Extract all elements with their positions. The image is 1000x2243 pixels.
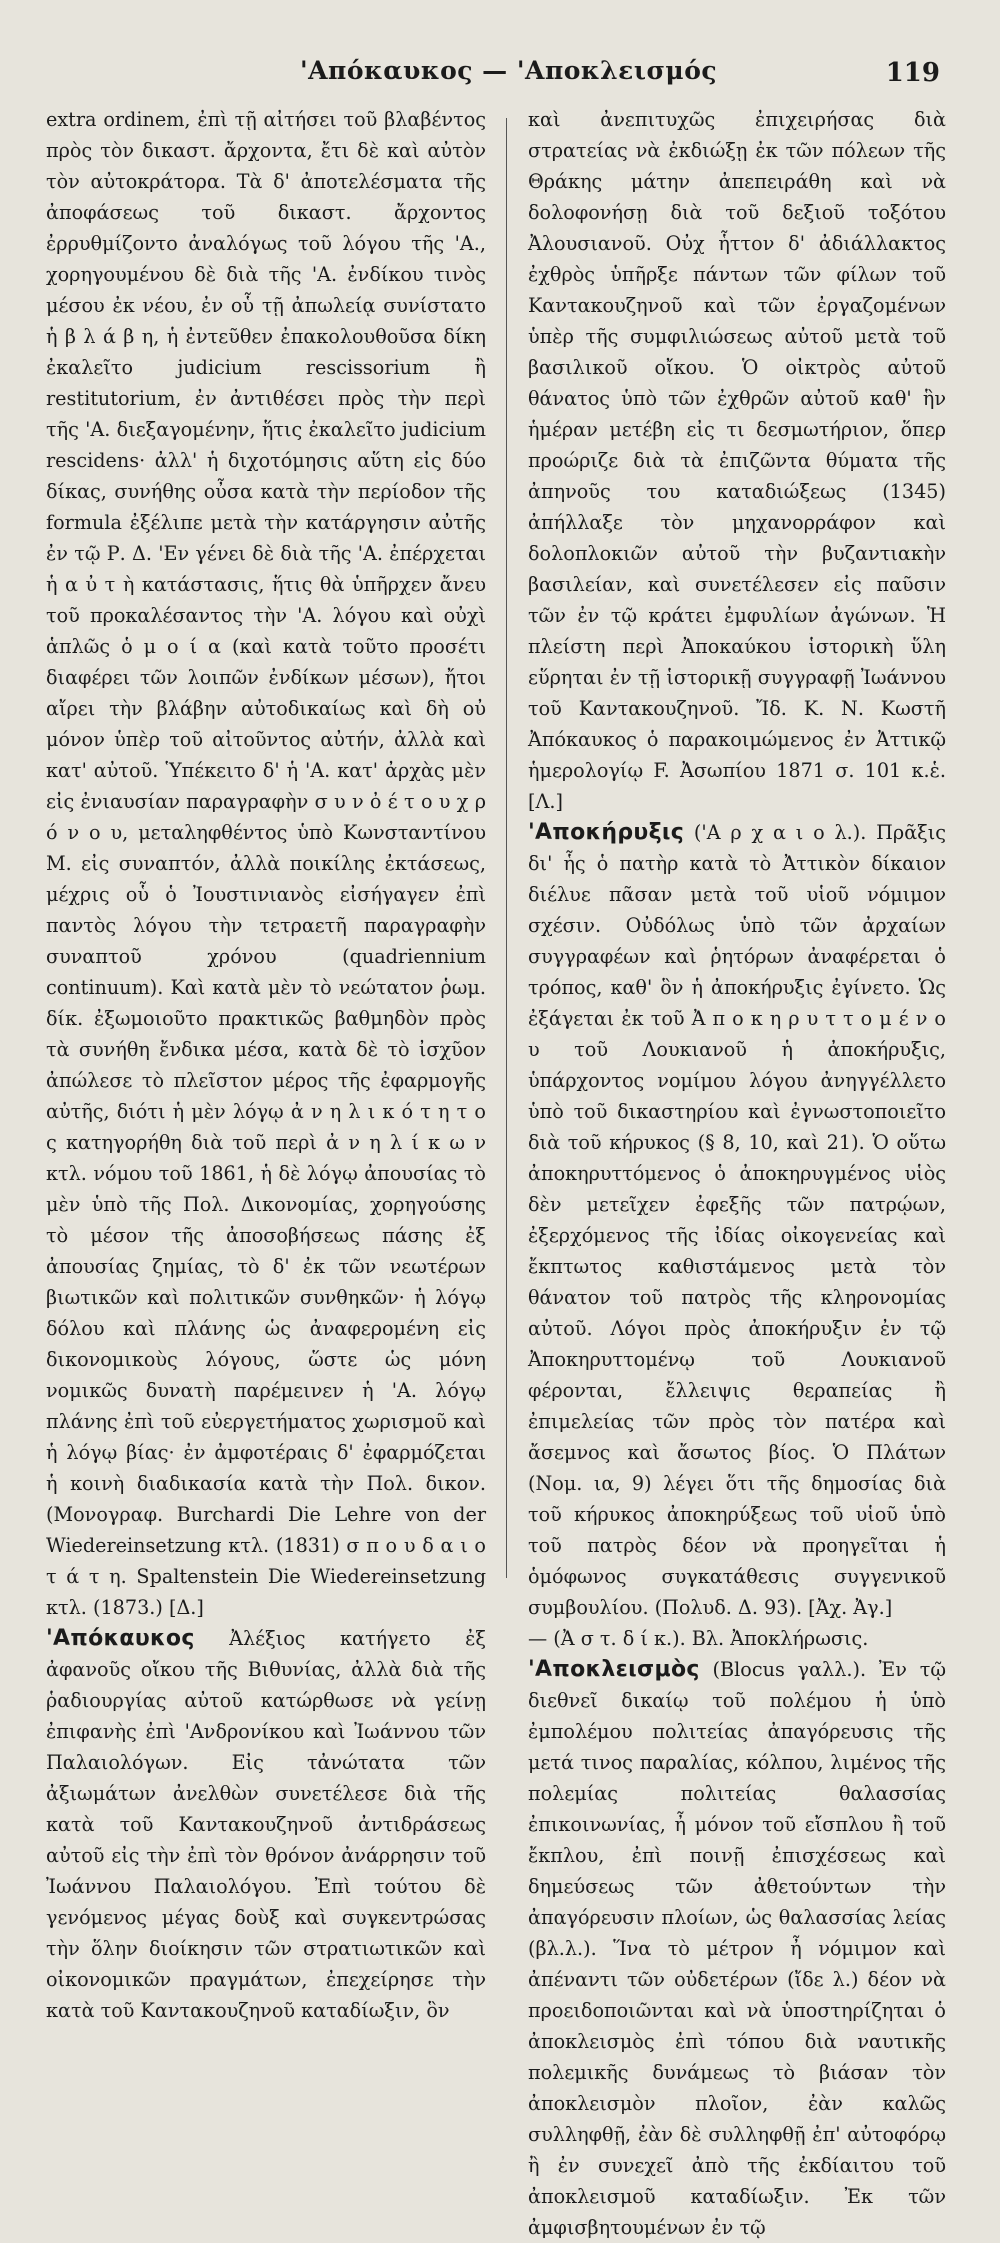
cross-reference-text: — (Ἀ σ τ. δ ί κ.). Βλ. Ἀποκλήρωσις. <box>528 1627 869 1650</box>
entry-headword: 'Απόκαυκος <box>46 1626 195 1651</box>
entry-text: Ἀλέξιος κατήγετο ἐξ ἀφανοῦς οἴκου τῆς Βιθυνίας, ἀλλὰ διὰ τῆς ῥαδιουργίας αὐτοῦ κατώρθωσε νὰ γείνῃ ἐπιφανὴς ἐπὶ 'Ανδρονίκου καὶ Ἰωάννου τῶν Παλαιολόγων. Εἰς τἀνώτατα τῶν ἀξιωμάτων ἀνελθὼν συνετέλεσε διὰ τῆς κατὰ τοῦ Κανταкουζηνοῦ ἀντιδράσεως αὐτοῦ εἰς τὴν ἐπὶ τὸν θρόνον ἀνάρρησιν τοῦ Ἰωάννου Παλαιολόγου. Ἐπὶ τούτου δὲ γενόμενος μέγας δοὺξ καὶ συγκεντρώσας τὴν ὅλην διοίκησιν τῶν στρατιωτικῶν καὶ οἰκονομικῶν πραγμάτων, ἐπεχείρησε τὴν κατὰ τοῦ Κανταкουζηνοῦ καταδίωξιν, ὃν <box>46 1627 486 2022</box>
entry-headword: 'Αποκήρυξις <box>528 820 685 845</box>
entry-text: ('Α ρ χ α ι ο λ.). Πρᾶξις δι' ἧς ὁ πατὴρ κατὰ τὸ Ἀττικὸν δίκαιον διέλυε πᾶσαν μετὰ τοῦ υἱοῦ νόμιμον σχέσιν. Οὐδόλως ὑπὸ τῶν ἀρχαίων συγγραφέων καὶ ῥητόρων ἀναφέρεται ὁ τρόπος, καθ' ὃν ἡ ἀποκήρυξις ἐγίνετο. Ὡς ἐξάγεται ἐκ τοῦ Ἀ π ο κ η ρ υ τ τ ο μ έ ν ο υ τοῦ Λουκιανοῦ ἡ ἀποκήρυξις, ὑπάρχοντος νομίμου λόγου ἀνηγγέλλετο ὑπὸ τοῦ δικαστηρίου καὶ ἐγνωστοποιεῖτο διὰ τοῦ κήρυκος (§ 8, 10, καὶ 21). Ὁ οὕτω ἀποκηρυττόμενος ὁ ἀποκηρυγμένος υἱὸς δὲν μετεῖχεν ἐφεξῆς τῶν πατρῴων, ἐξερχόμενος τῆς ἰδίας οἰκογενείας καὶ ἔκπτωτος καθιστάμενος μετὰ τὸν θάνατον τοῦ πατρὸς τῆς κληρονομίας αὐτοῦ. Λόγοι πρὸς ἀποκήρυξιν ἐν τῷ Ἀποκηρυττομένῳ τοῦ Λουκιανοῦ φέρονται, ἔλλειψις θεραπείας ἢ ἐπιμελείας τῶν πρὸς τὸν πατέρα καὶ ἄσεμνος καὶ ἄσωτος βίος. Ὁ Πλάτων (Νομ. ια, 9) λέγει ὅτι τῆς δημοσίας διὰ τοῦ κήρυκος ἀποκηρύξεως τοῦ υἱοῦ ὑπὸ τοῦ πατρὸς δέον νὰ προηγεῖται ἡ ὁμόφωνος συγκατάθεσις συγγενικοῦ συμβουλίου. (Πολυδ. Δ. 93). [Ἀχ. Ἀγ.] <box>528 821 946 1619</box>
cross-reference <box>528 1623 946 1654</box>
left-column <box>46 104 486 2022</box>
page-number: 119 <box>885 58 940 88</box>
right-column <box>528 104 946 2239</box>
running-head <box>0 50 1000 96</box>
entry-apokeryxis <box>528 817 946 1623</box>
entry-text: καὶ ἀνεπιτυχῶς ἐπιχειρήσας διὰ στρατείας νὰ ἐκδιώξῃ ἐκ τῶν πόλεων τῆς Θράκης μάτην ἀπεπειράθη καὶ νὰ δολοφονήσῃ διὰ τοῦ δεξιοῦ τοξότου Ἀλουσιανοῦ. Οὐχ ἧττον δ' ἀδιάλλακτος ἐχθρὸς ὑπῆρξε πάντων τῶν φίλων τοῦ Κανταкουζηνοῦ καὶ τῶν ἐργαζομένων ὑπὲρ τῆς συμφιλιώσεως αὐτοῦ μετὰ τοῦ βασιλικοῦ οἴκου. Ὁ οἰκτρὸς αὐτοῦ θάνατος ὑπὸ τῶν ἐχθρῶν αὐτοῦ καθ' ἣν ἡμέραν μετέβη εἰς τι δεσμωτήριον, ὅπερ προώριζε διὰ τὰ ἐπιζῶντα θύματα τῆς ἀπηνοῦς του καταδιώξεως (1345) ἀπήλλαξε τὸν μηχανορράφον καὶ δολοπλοκιῶν αὐτοῦ τὴν βυζαντιακὴν βασιλείαν, καὶ συνετέλεσεν εἰς παῦσιν τῶν ἐν τῷ κράτει ἐμφυλίων ἀγώνων. Ἡ πλείστη περὶ Ἀποκαύκου ἱστορικὴ ὕλη εὕρηται ἐν τῇ ἱστορικῇ συγγραφῇ Ἰωάννου τοῦ Κανταкουζηνοῦ. Ἴδ. Κ. Ν. Κωστῆ Ἀπόκαυκος ὁ παρακοιμώμενος ἐν Ἀττικῷ ἡμερολογίῳ F. Ἀσωπίου 1871 σ. 101 κ.ἑ. [Λ.] <box>528 108 946 813</box>
page-title: 'Απόκαυκος — 'Αποκλεισμός <box>300 56 718 85</box>
entry-text: extra ordinem, ἐπὶ τῇ αἰτήσει τοῦ βλαβέντος πρὸς τὸν δικαστ. ἄρχοντα, ἔτι δὲ καὶ αὐτὸν τὸν αὐτοκράτορα. Τὰ δ' ἀποτελέσματα τῆς ἀποφάσεως τοῦ δικαστ. ἄρχοντος ἐρρυθμίζοντο ἀναλόγως τοῦ λόγου τῆς 'Α., χορηγουμένου δὲ διὰ τῆς 'Α. ἐνδίκου τινὸς μέσου ἐκ νέου, ἐν οὗ τῇ ἀπωλείᾳ συνίστατο ἡ β λ ά β η, ἡ ἐντεῦθεν ἐπακολουθοῦσα δίκη ἐκαλεῖτο judicium rescissorium ἢ restitutorium, ἐν ἀντιθέσει πρὸς τὴν περὶ τῆς 'Α. διεξαγομένην, ἥτις ἐκαλεῖτο judicium rescidens· ἀλλ' ἡ διχοτόμησις αὕτη εἰς δύο δίκας, συνήθης οὖσα κατὰ τὴν περίοδον τῆς formula ἐξέλιπε μετὰ τὴν κατάργησιν αὐτῆς ἐν τῷ Ρ. Δ. 'Εν γένει δὲ διὰ τῆς 'Α. ἐπέρχεται ἡ α ὐ τ ὴ κατάστασις, ἥτις θὰ ὑπῆρχεν ἄνευ τοῦ προκαλέσαντος τὴν 'Α. λόγου καὶ οὐχὶ ἁπλῶς ὁ μ ο ί α (καὶ κατὰ τοῦτο προσέτι διαφέρει τῶν λοιπῶν ἐνδίκων μέσων), ἤτοι αἴρει τὴν βλάβην αὐτοδικαίως καὶ δὴ οὐ μόνον ὑπὲρ τοῦ αἰτοῦντος αὐτήν, ἀλλὰ καὶ κατ' αὐτοῦ. Ὑπέκειτο δ' ἡ 'Α. κατ' ἀρχὰς μὲν εἰς ἐνιαυσίαν παραγραφὴν σ υ ν ὀ έ τ ο υ χ ρ ό ν ο υ, μεταληφθέντος ὑπὸ Κωνσταντίνου Μ. εἰς συναπτόν, ἀλλὰ ποικίλης ἐκτάσεως, μέχρις οὗ ὁ Ἰουστινιανὸς εἰσήγαγεν ἐπὶ παντὸς λόγου τὴν τετραετῆ παραγραφὴν συναπτοῦ χρόνου (quadriennium continuum). Καὶ κατὰ μὲν τὸ νεώτατον ῥωμ. δίκ. ἐξωμοιοῦτο πρακτικῶς βαθμηδὸν πρὸς τὰ συνήθη ἔνδικα μέσα, κατὰ δὲ τὸ ἰσχῦον ἀπώλεσε τὸ πλεῖστον μέρος τῆς ἐφαρμογῆς αὐτῆς, διότι ἡ μὲν λόγῳ ἀ ν η λ ι κ ό τ η τ ο ς κατηγορήθη διὰ τοῦ περὶ ἀ ν η λ ί κ ω ν κτλ. νόμου τοῦ 1861, ἡ δὲ λόγῳ ἀπουσίας τὸ μὲν ὑπὸ τῆς Πολ. Δικονομίας, χορηγούσης τὸ μέσον τῆς ἀποσοβήσεως πάσης ἐξ ἀπουσίας ζημίας, τὸ δ' ἐκ τῶν νεωτέρων βιωτικῶν καὶ πολιτικῶν συνθηκῶν· ἡ λόγῳ δόλου καὶ πλάνης ὡς ἀναφερομένη εἰς δικονομικοὺς λόγους, ὥστε ὡς μόνη νομικῶς δυνατὴ παρέμεινεν ἡ 'Α. λόγῳ πλάνης ἐπὶ τοῦ εὐεργετήματος χωρισμοῦ καὶ ἡ λόγῳ βίας· ἐν ἀμφοτέραις δ' ἐφαρμόζεται ἡ κοινὴ διαδικασία κατὰ τὴν Πολ. δικον. (Μονογραφ. Burchardi Die Lehre von der Wiedereinsetzung κτλ. (1831) σ π ο υ δ α ι ο τ ά τ η. Spaltenstein Die Wiedereinsetzung κτλ. (1873.) [Δ.] <box>46 108 486 1619</box>
entry-text: (Blocus γαλλ.). Ἐν τῷ διεθνεῖ δικαίῳ τοῦ πολέμου ἡ ὑπὸ ἐμπολέμου πολιτείας ἀπαγόρευσις τῆς μετά τινος παραλίας, κόλπου, λιμένος τῆς πολεμίας πολιτείας θαλασσίας ἐπικοινωνίας, ἦ μόνον τοῦ εἴσπλου ἢ τοῦ ἔκπλου, ἐπὶ ποινῇ ἐπισχέσεως καὶ δημεύσεως τῶν ἀθετούντων τὴν ἀπαγόρευσιν πλοίων, ὡς θαλασσίας λείας (βλ.λ.). Ἵνα τὸ μέτρον ἦ νόμιμον καὶ ἀπέναντι τῶν οὐδετέρων (ἴδε λ.) δέον νὰ προειδοποιῶνται καὶ νὰ ὑποστηρίζηται ὁ ἀποκλεισμὸς ἐπὶ τόπου διὰ ναυτικῆς πολεμικῆς δυνάμεως τὸ βιάσαν τὸν ἀποκλεισμὸν πλοῖον, ἐὰν καλῶς συλληφθῇ, ἐὰν δὲ συλληφθῇ ἐπ' αὐτοφόρῳ ἢ ἐν συνεχεῖ ἀπὸ τῆς ἐκδίαιτου τοῦ ἀποκλεισμοῦ καταδίωξιν. Ἐκ τῶν ἀμφισβητουμένων ἐν τῷ <box>528 1658 946 2239</box>
column-divider <box>506 118 507 1578</box>
entry-apokleismos <box>528 1654 946 2243</box>
entry-headword: 'Αποκλεισμὸς <box>528 1657 700 1682</box>
entry-continuation-anapsis <box>46 104 486 1623</box>
entry-apokaukos <box>46 1623 486 2026</box>
entry-continuation-apokaukos <box>528 104 946 817</box>
